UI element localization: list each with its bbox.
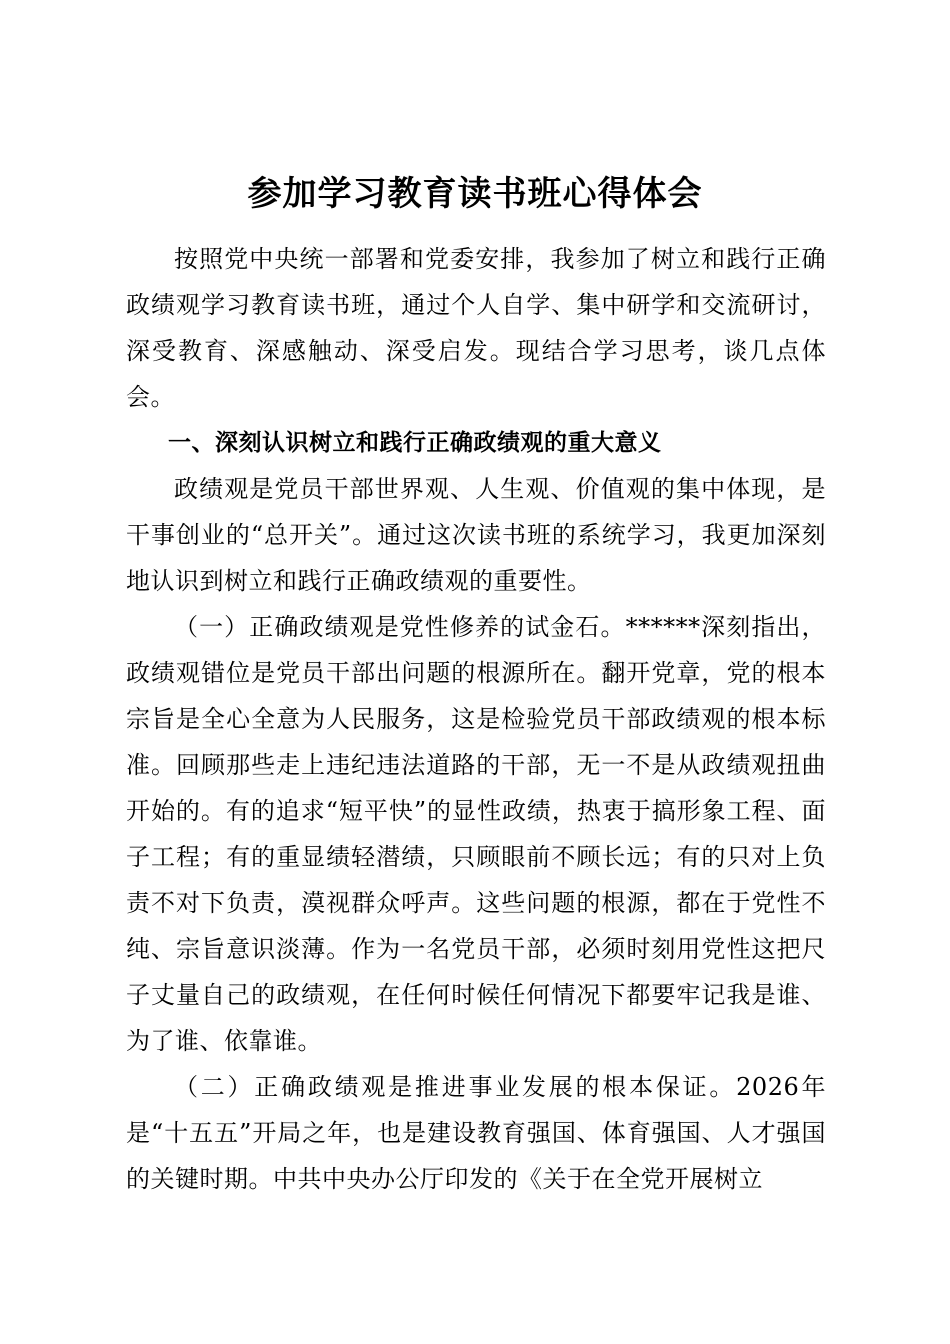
subsection-paragraph-2: [126, 1064, 826, 1202]
subsection-paragraph-1: [126, 604, 826, 1064]
subsection-text-1: ******深刻指出，政绩观错位是党员干部出问题的根源所在。翻开党章，党的根本宗旨是全心全意为人民服务，这是检验党员干部政绩观的根本标准。回顾那些走上违纪违法道路的干部，无一不是从政绩观扭曲开始的。有的追求“短平快”的显性政绩，热衷于搞形象工程、面子工程；有的重显绩轻潜绩，只顾眼前不顾长远；有的只对上负责不对下负责，漠视群众呼声。这些问题的根源，都在于党性不纯、宗旨意识淡薄。作为一名党员干部，必须时刻用党性这把尺子丈量自己的政绩观，在任何时候任何情况下都要牢记我是谁、为了谁、依靠谁。: [126, 613, 827, 1055]
subsection-text-2: 2026年是“十五五”开局之年，也是建设教育强国、体育强国、人才强国的关键时期。中共中央办公厅印发的《关于在全党开展树立: [126, 1073, 827, 1193]
document-body: [126, 236, 826, 1202]
section-paragraph: 政绩观是党员干部世界观、人生观、价值观的集中体现，是干事创业的“总开关”。通过这次读书班的系统学习，我更加深刻地认识到树立和践行正确政绩观的重要性。: [126, 475, 826, 595]
section-heading: 一、深刻认识树立和践行正确政绩观的重大意义: [168, 430, 662, 456]
intro-paragraph: 按照党中央统一部署和党委安排，我参加了树立和践行正确政绩观学习教育读书班，通过个人自学、集中研学和交流研讨，深受教育、深感触动、深受启发。现结合学习思考，谈几点体会。: [126, 245, 826, 411]
document-title: 参加学习教育读书班心得体会: [247, 174, 703, 214]
subsection-lead-1: （一）正确政绩观是党性修养的试金石。: [174, 613, 626, 641]
subsection-lead-2: （二）正确政绩观是推进事业发展的根本保证。: [174, 1073, 737, 1101]
